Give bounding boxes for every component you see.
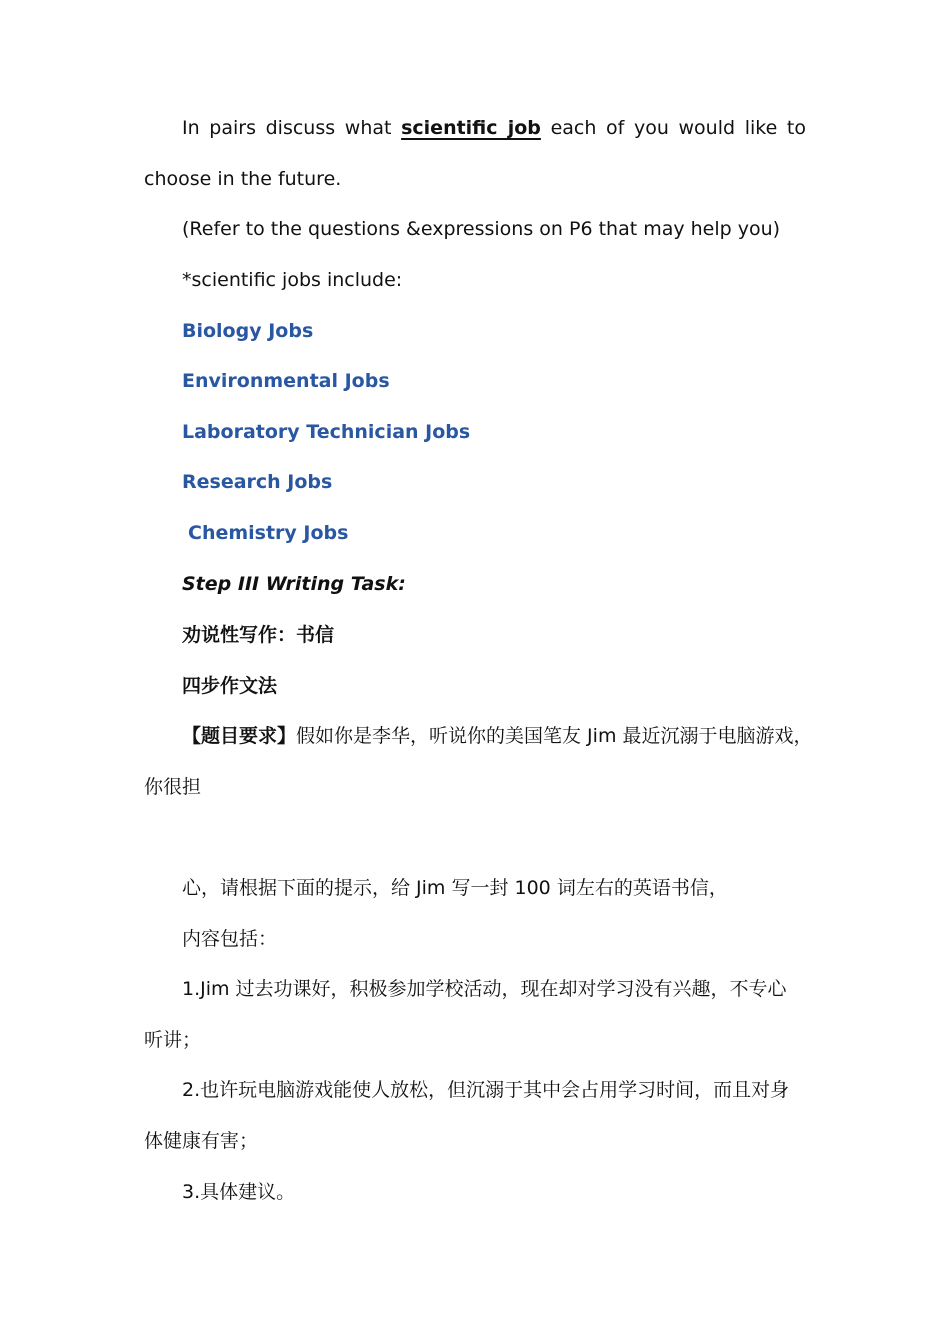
point-1-line2: 听讲； [144, 1029, 202, 1051]
discussion-prompt-part1: In pairs discuss what [182, 117, 392, 139]
scientific-job-emphasis: scientific job [401, 117, 541, 139]
task-requirement-line1 [182, 723, 813, 749]
genre-heading: 劝说性写作：书信 [182, 624, 335, 646]
job-item-chemistry: Chemistry Jobs [188, 522, 349, 544]
task-requirement-line2: 你很担 [144, 776, 202, 798]
method-heading: 四步作文法 [182, 675, 278, 697]
job-item-laboratory-technician: Laboratory Technician Jobs [182, 421, 471, 443]
job-item-biology: Biology Jobs [182, 320, 314, 342]
task-requirement-text: 假如你是李华，听说你的美国笔友 Jim 最近沉溺于电脑游戏， [296, 725, 813, 747]
task-requirement-label: 【题目要求】 [182, 725, 297, 747]
jobs-intro: *scientific jobs include: [182, 269, 403, 291]
point-2-line1: 2.也许玩电脑游戏能使人放松，但沉溺于其中会占用学习时间，而且对身 [182, 1079, 790, 1101]
job-item-environmental: Environmental Jobs [182, 370, 390, 392]
step-heading: Step III Writing Task: [182, 573, 406, 595]
point-2-line2: 体健康有害； [144, 1130, 259, 1152]
task-requirement-line3: 心，请根据下面的提示，给 Jim 写一封 100 词左右的英语书信， [182, 877, 728, 899]
point-3: 3.具体建议。 [182, 1181, 296, 1203]
refer-note: (Refer to the questions &expressions on P6 that may help you) [182, 218, 781, 240]
point-1-line1: 1.Jim 过去功课好，积极参加学校活动，现在却对学习没有兴趣，不专心 [182, 978, 787, 1000]
job-item-research: Research Jobs [182, 471, 333, 493]
discussion-prompt-part2: each of you would like to [550, 117, 806, 139]
content-label: 内容包括： [182, 928, 278, 950]
discussion-prompt-line2: choose in the future. [144, 168, 342, 190]
discussion-prompt-line1 [182, 115, 806, 141]
